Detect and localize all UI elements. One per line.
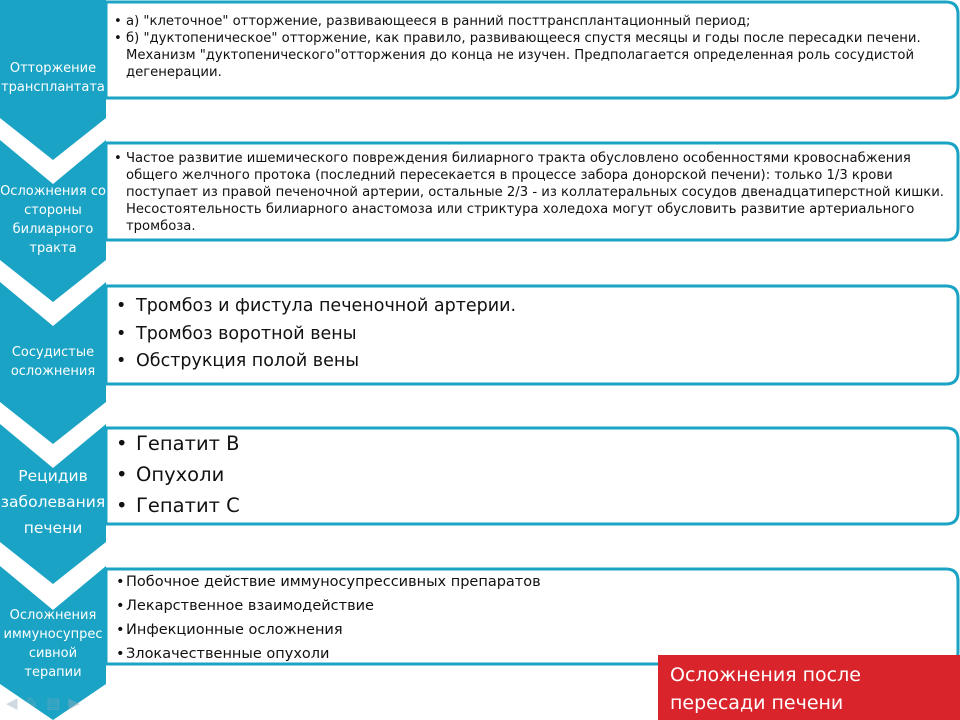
slide-title xyxy=(658,655,960,720)
row-4-content xyxy=(116,428,916,521)
row-3-content xyxy=(116,293,916,376)
list-item: • Лекарственное взаимодействие xyxy=(116,594,916,618)
row-5-label: Осложнения иммуносупрес сивной терапии xyxy=(3,608,103,680)
list-item: • Побочное действие иммуносупрессивных препаратов xyxy=(116,570,916,594)
list-item: • Частое развитие ишемического повреждения билиарного тракта обусловлено особенностями кровоснабжения общего желчного протока (последний пересекается в процессе забора донорской печени): только 1/3 крови поступает из правой печеночной артерии, остальные 2/3 - из коллатеральных сосудов двенадцатиперстной кишки. Несостоятельность билиарного анастомоза или стриктура холедоха могут обусловить развитие артериального тромбоза. xyxy=(114,150,954,235)
slide-title-text: Осложнения после пересади печени xyxy=(670,664,861,714)
row-4-label: Рецидив заболевания печени xyxy=(0,467,106,537)
arrow-right-icon[interactable]: ▶ xyxy=(68,694,80,712)
arrow-left-icon[interactable]: ◀ xyxy=(6,694,18,712)
list-item: • Гепатит С xyxy=(116,490,916,521)
row-1-label: Отторжение трансплантата xyxy=(1,61,105,95)
list-item: • Тромбоз воротной вены xyxy=(116,321,916,349)
list-item: • Злокачественные опухоли xyxy=(116,642,916,666)
list-item: • Гепатит В xyxy=(116,428,916,459)
list-item: • Обструкция полой вены xyxy=(116,348,916,376)
list-item: • б) "дуктопеническое" отторжение, как правило, развивающееся спустя месяцы и годы после пересадки печени. Механизм "дуктопенического"отторжения до конца не изучен. Предполагается определенная роль сосудистой дегенерации. xyxy=(114,30,924,81)
row-2-label: Осложнения со стороны билиарного тракта xyxy=(0,184,106,256)
row-5-content xyxy=(116,570,916,666)
list-item: • а) "клеточное" отторжение, развивающееся в ранний посттрансплантационный период; xyxy=(114,13,924,30)
row-2-content xyxy=(114,150,954,235)
list-item: • Тромбоз и фистула печеночной артерии. xyxy=(116,293,916,321)
row-3-label: Сосудистые осложнения xyxy=(10,345,96,379)
list-item: • Опухоли xyxy=(116,459,916,490)
list-item: • Инфекционные осложнения xyxy=(116,618,916,642)
pen-icon[interactable]: ✎ xyxy=(25,694,39,712)
row-1-content xyxy=(114,13,924,81)
slideshow-nav xyxy=(6,694,80,712)
menu-icon[interactable]: ▤ xyxy=(46,694,61,712)
